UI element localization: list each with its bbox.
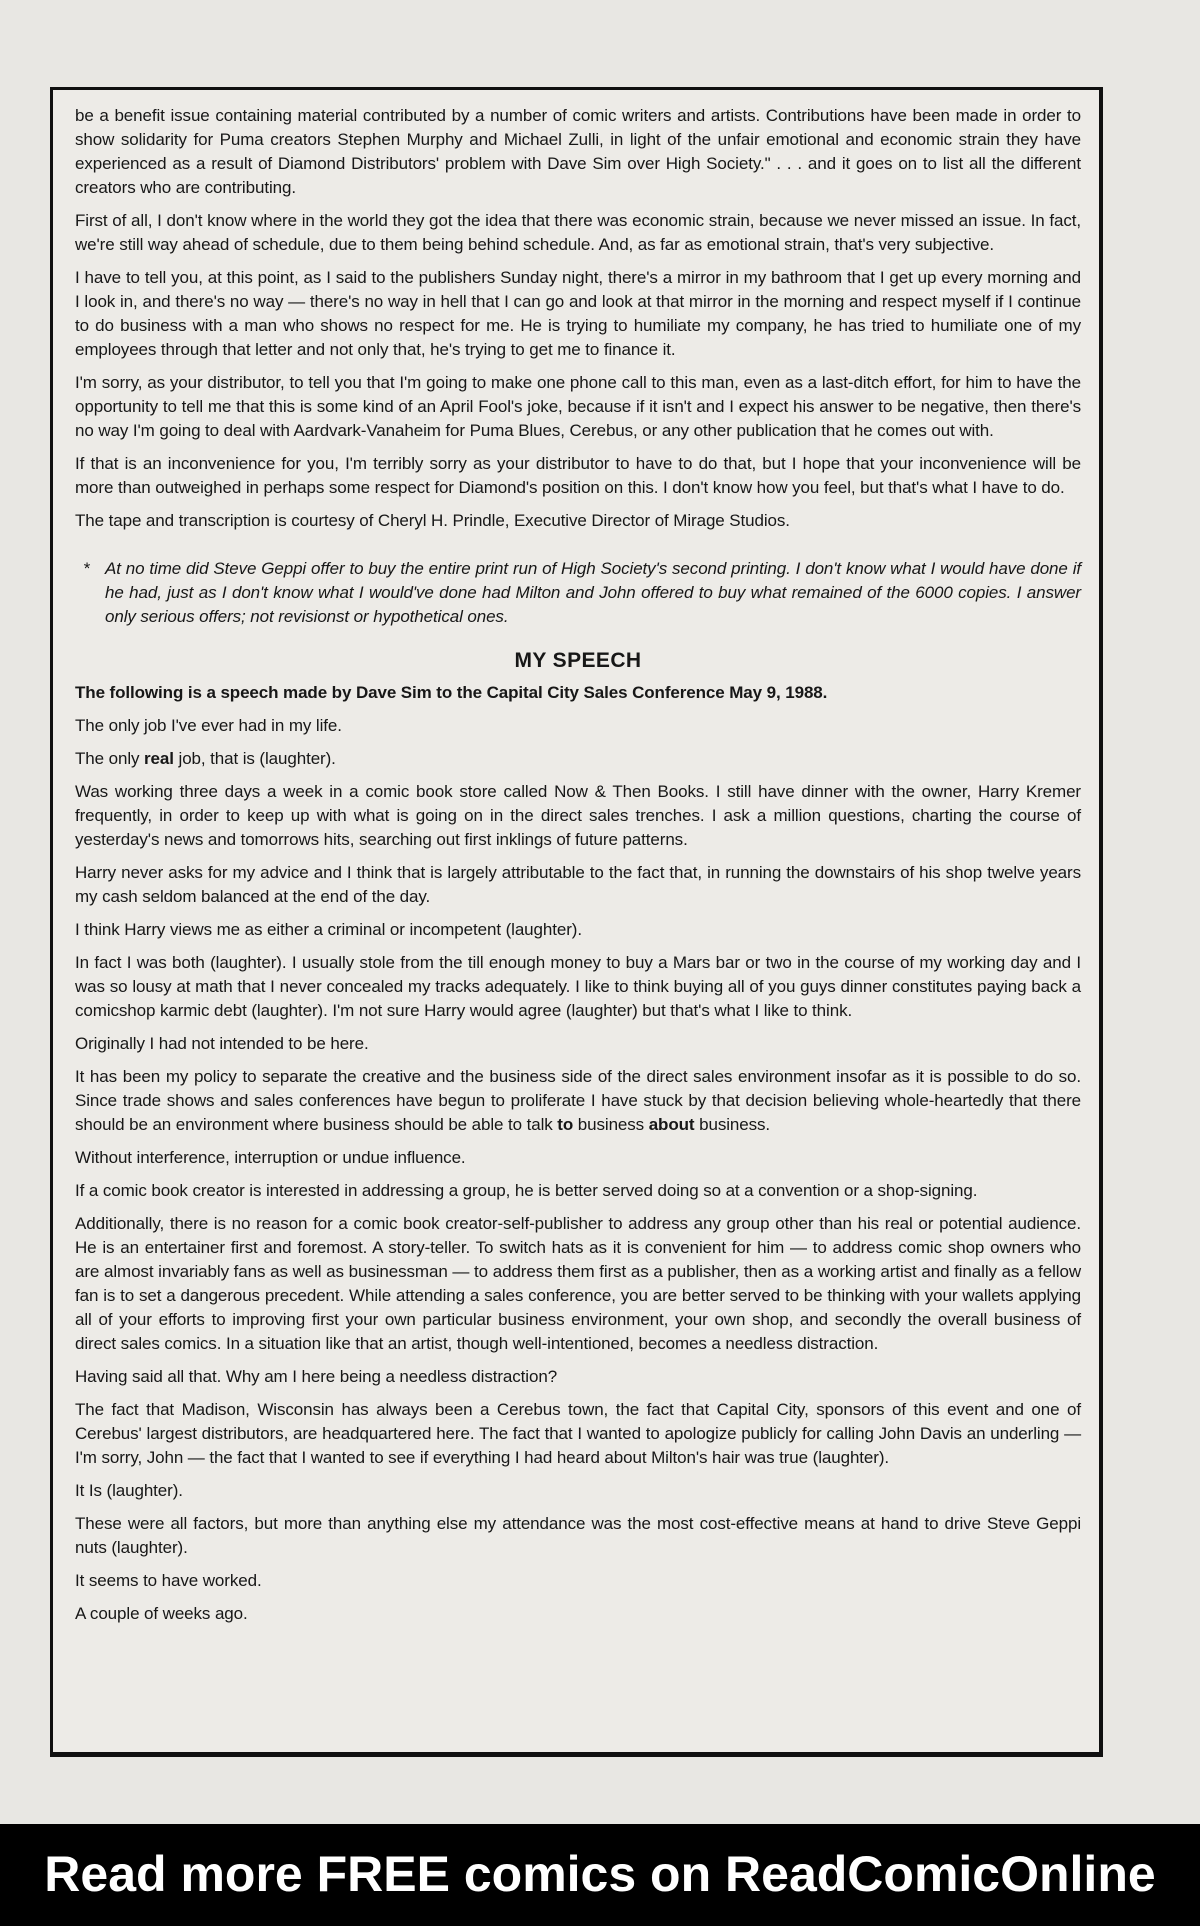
paragraph: [75, 780, 1081, 852]
text-run: These were all factors, but more than anything else my attendance was the most cost-effective means at hand to drive Steve Geppi nuts (laughter).: [75, 1514, 1081, 1557]
text-run: be a benefit issue containing material contributed by a number of comic writers and artists. Contributions have been made in order to show solidarity for Puma creators Stephen Murphy and Michael Zulli, in light of the unfair emotional and economic strain they have experienced as a result of Diamond Distributors' problem with Dave Sim over High Society." . . . and it goes on to list all the different creators who are contributing.: [75, 106, 1081, 197]
text-run: At no time did Steve Geppi offer to buy the entire print run of High Society's second printing. I don't know what I would have done if he had, just as I don't know what I would've done had Milton and John offered to buy what remained of the 6000 copies. I answer only serious offers; not revisionst or hypothetical ones.: [105, 559, 1081, 626]
text-run: Without interference, interruption or undue influence.: [75, 1148, 466, 1167]
text-run: The only: [75, 749, 145, 768]
text-run: It seems to have worked.: [75, 1571, 262, 1590]
text-run: Having said all that. Why am I here being a needless distraction?: [75, 1367, 558, 1386]
paragraph: [75, 1212, 1081, 1356]
text-run: It Is (laughter).: [75, 1481, 183, 1500]
paragraph: [75, 747, 1081, 771]
footnote-asterisk: *: [83, 559, 90, 578]
promo-banner-text: Read more FREE comics on ReadComicOnline: [44, 1846, 1156, 1902]
text-run: Harry never asks for my advice and I think that is largely attributable to the fact that, in running the downstairs of his shop twelve years my cash seldom balanced at the end of the day.: [75, 863, 1081, 906]
text-run: Originally I had not intended to be here.: [75, 1034, 369, 1053]
paragraph: [75, 918, 1081, 942]
text-run: MY SPEECH: [514, 649, 642, 672]
text-run: If that is an inconvenience for you, I'm terribly sorry as your distributor to have to do that, but I hope that your inconvenience will be more than outweighed in perhaps some respect for Diamond's position on this. I don't know how you feel, but that's what I have to do.: [75, 454, 1081, 497]
paragraph: [75, 1179, 1081, 1203]
paragraph: [75, 1602, 1081, 1626]
text-run: The following is a speech made by Dave Sim to the Capital City Sales Conference May 9, 1988.: [75, 683, 828, 702]
paragraph: [75, 1032, 1081, 1056]
speech-heading: [75, 649, 1081, 673]
paragraph: [75, 209, 1081, 257]
paragraph: [75, 951, 1081, 1023]
text-run: I have to tell you, at this point, as I said to the publishers Sunday night, there's a mirror in my bathroom that I get up every morning and I look in, and there's no way — there's no way in hell that I can go and look at that mirror in the morning and respect myself if I continue to do business with a man who shows no respect for me. He is trying to humiliate my company, he has tried to humiliate one of my employees through that letter and not only that, he's trying to get me to finance it.: [75, 268, 1081, 359]
paragraph: [75, 861, 1081, 909]
text-run: about: [648, 1115, 695, 1134]
text-run: It has been my policy to separate the creative and the business side of the direct sales environment insofar as it is possible to do so. Since trade shows and sales conferences have begun to proliferate I have stuck by that decision believing whole-heartedly that there should be an environment where business should be able to talk: [75, 1067, 1081, 1134]
paragraph: [75, 1065, 1081, 1137]
text-run: I think Harry views me as either a criminal or incompetent (laughter).: [75, 920, 582, 939]
content-box: [50, 87, 1103, 1757]
paragraph: [75, 1365, 1081, 1389]
paragraph: [75, 104, 1081, 200]
text-run: The only job I've ever had in my life.: [75, 716, 342, 735]
paragraph: [75, 1569, 1081, 1593]
text-run: The fact that Madison, Wisconsin has always been a Cerebus town, the fact that Capital City, sponsors of this event and one of Cerebus' largest distributors, are headquartered here. The fact that I wanted to apologize publicly for calling John Davis an underling — I'm sorry, John — the fact that I wanted to see if everything I had heard about Milton's hair was true (laughter).: [75, 1400, 1081, 1467]
text-run: If a comic book creator is interested in addressing a group, he is better served doing so at a convention or a shop-signing.: [75, 1181, 978, 1200]
paragraph: [75, 266, 1081, 362]
text-run: The tape and transcription is courtesy of Cheryl H. Prindle, Executive Director of Mirage Studios.: [75, 511, 790, 530]
text-run: A couple of weeks ago.: [75, 1604, 248, 1623]
promo-banner: [0, 1824, 1200, 1926]
paragraph: [75, 452, 1081, 500]
text-run: First of all, I don't know where in the world they got the idea that there was economic strain, because we never missed an issue. In fact, we're still way ahead of schedule, due to them being behind schedule. And, as far as emotional strain, that's very subjective.: [75, 211, 1081, 254]
paragraph: [75, 714, 1081, 738]
text-run: business.: [694, 1115, 771, 1134]
text-run: real: [144, 749, 174, 768]
text-run: to: [557, 1115, 574, 1134]
paragraph: [75, 1398, 1081, 1470]
speech-intro: [75, 681, 1081, 705]
text-run: Additionally, there is no reason for a comic book creator-self-publisher to address any group other than his real or potential audience. He is an entertainer first and foremost. A story-teller. To switch hats as it is convenient for him — to address comic shop owners who are almost invariably fans as well as businessman — to address them first as a publisher, then as a working artist and finally as a fellow fan is to set a dangerous precedent. While attending a sales conference, you are better served to be thinking with your wallets applying all of your efforts to improving first your own particular business environment, your own shop, and secondly the overall business of direct sales comics. In a situation like that an artist, though well-intentioned, becomes a needless distraction.: [75, 1214, 1081, 1353]
text-run: business: [573, 1115, 649, 1134]
paragraph: [75, 509, 1081, 533]
paragraph: [75, 1146, 1081, 1170]
text-run: Was working three days a week in a comic book store called Now & Then Books. I still have dinner with the owner, Harry Kremer frequently, in order to keep up with what is going on in the direct sales trenches. I ask a million questions, charting the course of yesterday's news and tomorrows hits, searching out first inklings of future patterns.: [75, 782, 1081, 849]
text-run: job, that is (laughter).: [173, 749, 336, 768]
text-run: In fact I was both (laughter). I usually stole from the till enough money to buy a Mars bar or two in the course of my working day and I was so lousy at math that I never concealed my tracks adequately. I like to think buying all of you guys dinner constitutes paying back a comicshop karmic debt (laughter). I'm not sure Harry would agree (laughter) but that's what I like to think.: [75, 953, 1081, 1020]
footnote: [75, 557, 1081, 629]
paragraph: [75, 1512, 1081, 1560]
paragraph: [75, 1479, 1081, 1503]
text-run: I'm sorry, as your distributor, to tell you that I'm going to make one phone call to this man, even as a last-ditch effort, for him to have the opportunity to tell me that this is some kind of an April Fool's joke, because if it isn't and I expect his answer to be negative, then there's no way I'm going to deal with Aardvark-Vanaheim for Puma Blues, Cerebus, or any other publication that he comes out with.: [75, 373, 1081, 440]
paragraph: [75, 371, 1081, 443]
